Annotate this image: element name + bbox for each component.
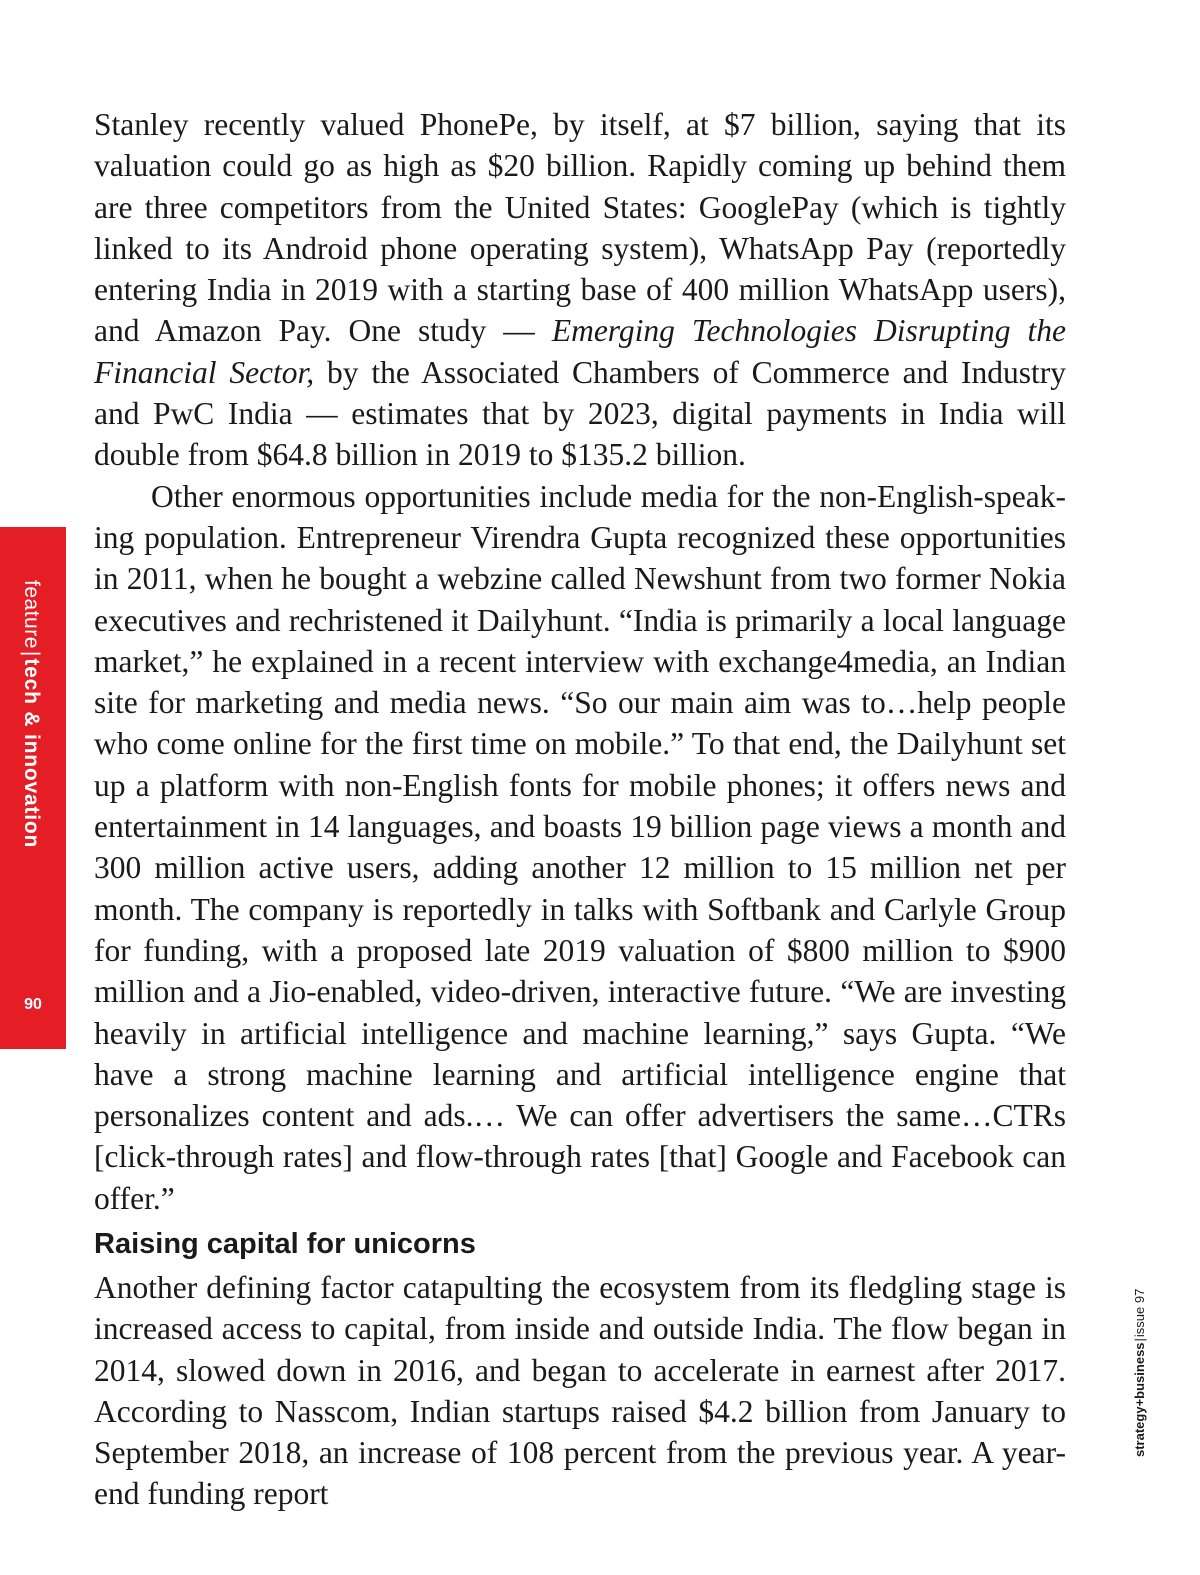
paragraph-1-text-a: Stanley recently valued PhonePe, by itself, at $7 billion, saying that its valuation could go as high as $20 billion. Rapidly coming up behind them are three competitors from the United States: GooglePay (which is tightly linked to its Android phone operating system), WhatsApp Pay (reportedly entering India in 2019 with a starting base of 400 million WhatsApp users), and Amazon Pay. One study — — [94, 107, 1066, 349]
section-heading: Raising capital for unicorns — [94, 1228, 476, 1260]
publication-name: strategy+business — [1132, 1342, 1147, 1457]
study-title: Emerging Technologies Disrupting the Financial Sector, — [94, 313, 1066, 390]
issue-number: issue 97 — [1132, 1288, 1147, 1338]
paragraph-2: Other enormous opportunities include media for the non-English-speaking population. Entrepreneur Virendra Gupta recognized these opportunities in 2011, when he bought a webzine called Newshunt from two former Nokia executives and rechristened it Dailyhunt. “India is primarily a local language market,” he explained in a recent interview with exchange4media, an Indian site for marketing and media news. “So our main aim was to…help people who come online for the first time on mobile.” To that end, the Dailyhunt set up a platform with non-English fonts for mobile phones; it offers news and entertainment in 14 languages, and boasts 19 billion page views a month and 300 million active users, adding another 12 million to 15 million net per month. The company is reportedly in talks with Softbank and Carlyle Group for funding, with a proposed late 2019 valuation of $800 million to $900 million and a Jio-enabled, video-driven, interactive future. “We are investing heavily in artificial intelligence and machine learning,” says Gupta. “We have a strong machine learning and artificial intelligence engine that personalizes content and ads.… We can offer advertisers the same…CTRs [click-through rates] and flow-through rates [that] Google and Facebook can offer.” — [94, 478, 1066, 1216]
publication-footer — [1132, 1289, 1148, 1457]
section-separator: | — [20, 650, 43, 657]
paragraph-1 — [94, 104, 1066, 476]
article-body — [94, 104, 1066, 1219]
section-label — [19, 580, 43, 848]
footer-separator: | — [1132, 1338, 1147, 1342]
paragraph-1-text-b: by the Associated Chambers of Commerce and Industry and PwC India — estimates that by 2023, digital payments in India will double from $64.8 billion in 2019 to $135.2 billion. — [94, 354, 1066, 473]
section-name: feature — [20, 580, 43, 649]
paragraph-3: Another defining factor catapulting the ecosystem from its fledgling stage is increased access to capital, from inside and outside India. The flow began in 2014, slowed down in 2016, and began to accelerate in earnest after 2017. According to Nasscom, Indian startups raised $4.2 billion from January to September 2018, an increase of 108 percent from the previous year. A year-end funding report — [94, 1270, 1066, 1512]
article-body-continued — [94, 1267, 1066, 1515]
page-number: 90 — [24, 996, 42, 1013]
section-topic: tech & innovation — [20, 658, 43, 849]
